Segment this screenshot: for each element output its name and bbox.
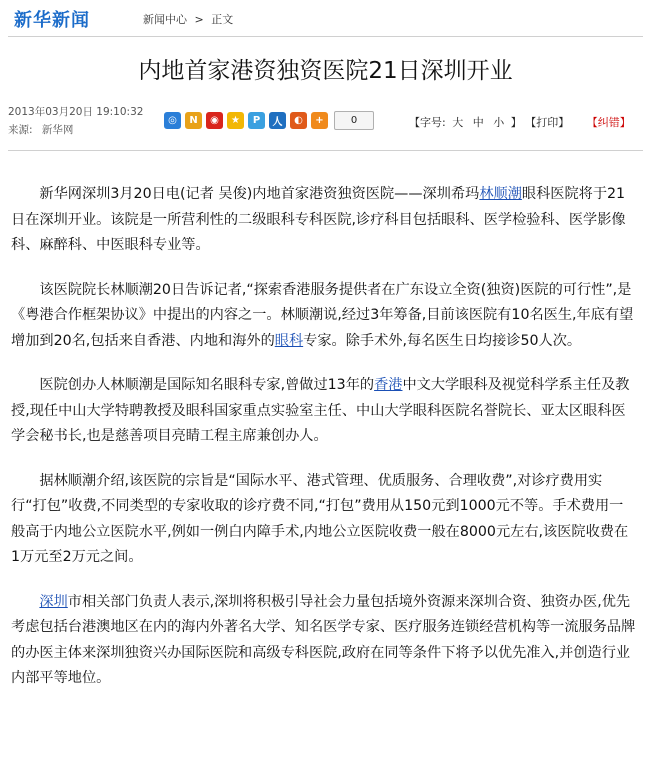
source-name: 新华网: [41, 124, 74, 136]
article-source: [8, 122, 73, 137]
article-datetime: 2013年03月20日 19:10:32: [8, 106, 144, 118]
breadcrumb-current: 正文: [211, 13, 234, 26]
keyword-link[interactable]: 深圳: [39, 593, 68, 610]
share-count[interactable]: 0: [334, 111, 374, 130]
sina-weibo-icon[interactable]: N: [185, 112, 202, 129]
paragraph-text: 市相关部门负责人表示,深圳将积极引导社会力量包括境外资源来深圳合资、独资办医,优先考虑包括台港澳地区在内的海内外著名大学、知名医学专家、医疗服务连锁经营机构等一流服务品牌的办医主体来深圳独资兴办国际医院和高级专科医院,政府在同等条件下将予以优先准入,并创造行业内部平等地位。: [11, 593, 636, 686]
paragraph-text: 中文大学眼科及视觉科学系主任及教授,现任中山大学特聘教授及眼科国家重点实验室主任、中山大学眼科医院名誉院长、亚太区眼科医学会秘书长,也是慈善项目亮睛工程主席兼创办人。: [11, 377, 630, 444]
meta-divider: [8, 150, 643, 151]
share-bar: [164, 111, 374, 129]
font-medium-link[interactable]: 中: [472, 116, 484, 129]
correction-link[interactable]: 【纠错】: [586, 116, 631, 129]
breadcrumb-separator: >: [194, 13, 204, 26]
kaixin-icon[interactable]: ★: [227, 112, 244, 129]
font-large-link[interactable]: 大: [452, 116, 464, 129]
article-body: [11, 182, 636, 711]
paragraph-text: 医院创办人林顺潮是国际知名眼科专家,曾做过13年的: [39, 377, 375, 393]
tencent-weibo-icon[interactable]: ◉: [206, 112, 223, 129]
paragraph-text: 专家。除手术外,每名医生日均接诊50人次。: [303, 332, 582, 349]
pengyou-icon[interactable]: P: [248, 112, 265, 129]
paragraph-text: 新华网深圳3月20日电(记者 吴俊)内地首家港资独资医院——深圳希玛: [39, 186, 480, 202]
qzone-icon[interactable]: ◎: [164, 112, 181, 129]
keyword-link[interactable]: 香港: [374, 377, 403, 393]
font-size-label: 【字号:: [409, 116, 446, 129]
paragraph: [11, 469, 636, 571]
paragraph: [11, 590, 636, 692]
header-divider: [8, 36, 643, 37]
paragraph: [11, 182, 636, 259]
font-size-close: 】: [510, 116, 522, 129]
paragraph-text: 该医院院长林顺潮20日告诉记者,“探索香港服务提供者在广东设立全资(独资)医院的可行性”,是《粤港合作框架协议》中提出的内容之一。林顺潮说,经过3年筹备,目前该医院有10名医生,年底有望增加到20名,包括来自香港、内地和海外的: [11, 281, 634, 349]
keyword-link[interactable]: 眼科: [274, 332, 304, 349]
paragraph: [11, 373, 636, 450]
paragraph: [11, 278, 636, 355]
top-bar: [0, 0, 651, 38]
paragraph-text: 眼科医院将于21日在深圳开业。该院是一所营利性的二级眼科专科医院,诊疗科目包括眼科、医学检验科、医学影像科、麻醉科、中医眼科专业等。: [11, 186, 626, 253]
renren-icon[interactable]: 人: [269, 112, 286, 129]
more-icon[interactable]: +: [311, 112, 328, 129]
keyword-link[interactable]: 林顺潮: [479, 186, 522, 202]
breadcrumb-home[interactable]: 新闻中心: [143, 13, 187, 26]
font-small-link[interactable]: 小: [493, 116, 505, 129]
xiaonei-icon[interactable]: ◐: [290, 112, 307, 129]
print-link[interactable]: 【打印】: [525, 116, 570, 129]
article-tools: [409, 114, 631, 130]
paragraph-text: 据林顺潮介绍,该医院的宗旨是“国际水平、港式管理、优质服务、合理收费”,对诊疗费用实行“打包”收费,不同类型的专家收取的诊疗费不同,“打包”费用从150元到1000元不等。手术费用一般高于内地公立医院水平,例如一例白内障手术,内地公立医院收费一般在8000元左右,该医院收费在1万元至2万元之间。: [11, 472, 629, 565]
breadcrumb: [143, 11, 237, 27]
site-logo[interactable]: 新华新闻: [14, 10, 90, 31]
article-title: 内地首家港资独资医院21日深圳开业: [138, 58, 513, 84]
source-label: 来源:: [8, 124, 33, 136]
